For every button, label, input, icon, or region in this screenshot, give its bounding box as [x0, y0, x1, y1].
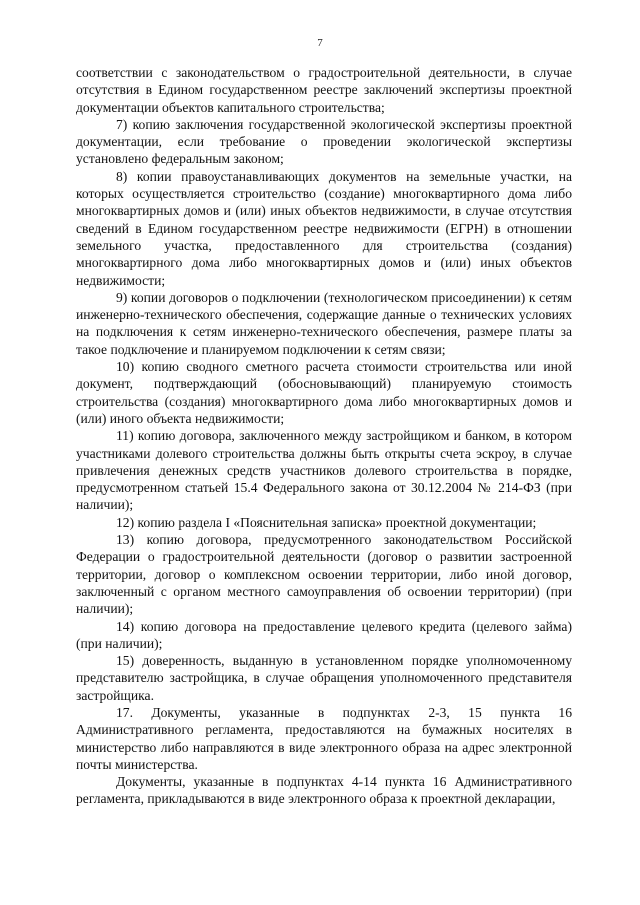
paragraph: 17. Документы, указанные в подпунктах 2-3, 15 пункта 16 Административного регламента, предоставляются на бумажных носителях в министерство либо направляются в виде электронного образа на адрес электронной почты министерства. — [76, 704, 572, 772]
paragraph: 13) копию договора, предусмотренного законодательством Российской Федерации о градостроительной деятельности (договор о развитии застроенной территории, договор о комплексном освоении территории, либо иной договор, заключенный с органом местного самоуправления об освоении территории) (при наличии); — [76, 532, 572, 617]
paragraph: соответствии с законодательством о градостроительной деятельности, в случае отсутствия в Едином государственном реестре заключений экспертизы проектной документации объектов капитального строительства; — [76, 65, 572, 115]
paragraph: 12) копию раздела I «Пояснительная записка» проектной документации; — [116, 514, 537, 530]
paragraph: 11) копию договора, заключенного между застройщиком и банком, в котором участниками долевого строительства должны быть открыты счета эскроу, в случае привлечения денежных средств участников долевого строительства в порядке, предусмотренном статьей 15.4 Федерального закона от 30.12.2004 № 214-ФЗ (при наличии); — [76, 428, 572, 513]
paragraph: 14) копию договора на предоставление целевого кредита (целевого займа) (при наличии); — [76, 618, 572, 651]
page-number: 7 — [317, 37, 323, 49]
paragraph: Документы, указанные в подпунктах 4-14 пункта 16 Административного регламента, прикладываются в виде электронного образа к проектной декларации, — [76, 774, 572, 807]
paragraph: 8) копии правоустанавливающих документов на земельные участки, на которых осуществляется строительство (создание) многоквартирного дома либо многоквартирных домов и (или) иных объектов недвижимости, в случае отсутствия сведений в Едином государственном реестре недвижимости (ЕГРН) в отношении земельного участка, предоставленного для строительства (создания) многоквартирного дома либо многоквартирных домов и (или) иных объектов недвижимости; — [76, 168, 572, 288]
paragraph: 15) доверенность, выданную в установленном порядке уполномоченному представителю застройщика, в случае обращения уполномоченного представителя застройщика. — [76, 653, 572, 703]
paragraph: 7) копию заключения государственной экологической экспертизы проектной документации, если требование о проведении экологической экспертизы установлено федеральным законом; — [76, 116, 572, 167]
document-body — [76, 64, 572, 808]
paragraph: 10) копию сводного сметного расчета стоимости строительства или иной документ, подтверждающий (обосновывающий) планируемую стоимость строительства (создания) многоквартирного дома либо многоквартирных домов и (или) иного объекта недвижимости; — [76, 359, 572, 426]
paragraph: 9) копии договоров о подключении (технологическом присоединении) к сетям инженерно-технического обеспечения, содержащие данные о технических условиях на подключения к сетям инженерно-технического обеспечения, размере платы за такое подключение и планируемом подключении к сетям связи; — [76, 289, 572, 357]
